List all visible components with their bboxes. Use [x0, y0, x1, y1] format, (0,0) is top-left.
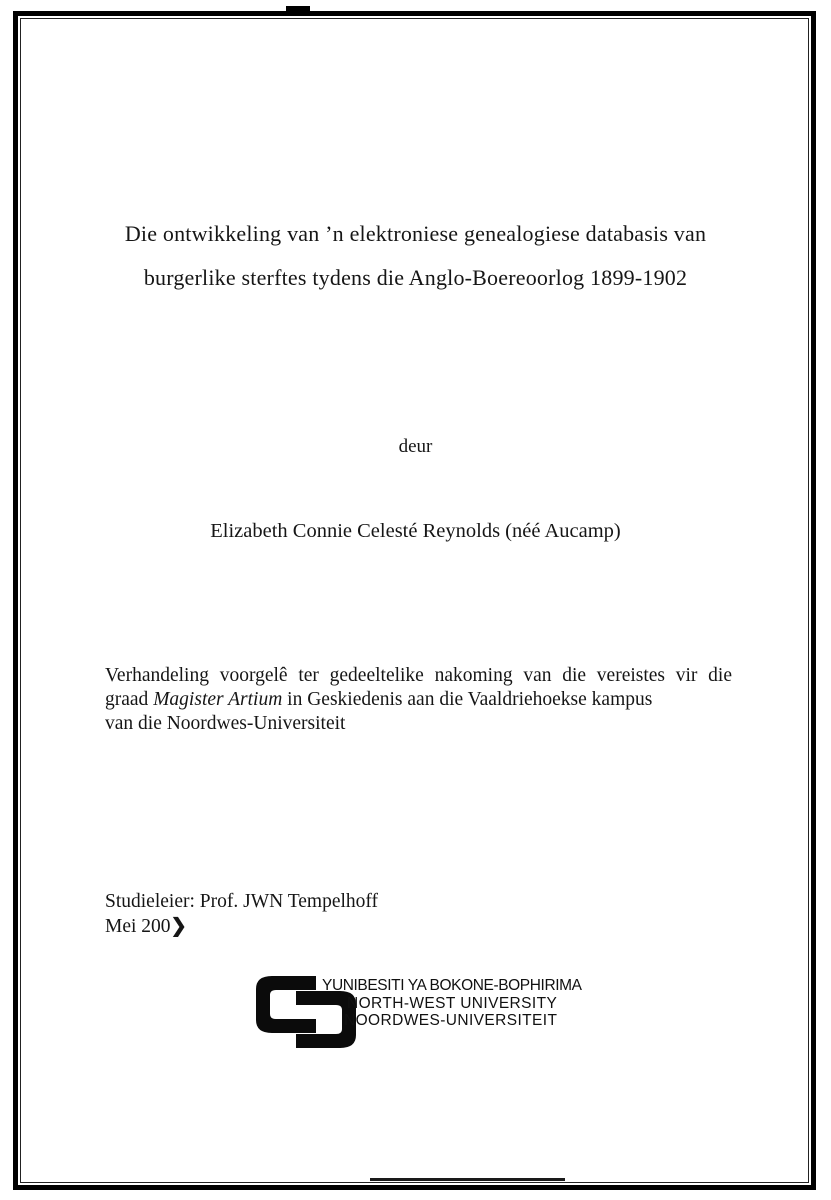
date-line: [105, 914, 378, 939]
byline: deur: [398, 436, 433, 457]
date-seven-glyph: ❯: [170, 916, 186, 937]
statement-line-2-post: in Geskiedenis aan die Vaaldriehoekse kampus: [282, 689, 653, 710]
scan-artifact: [370, 1178, 565, 1181]
statement-degree-name: Magister Artium: [153, 689, 283, 710]
statement-line-1: Verhandeling voorgelê ter gedeeltelike nakoming van die vereistes vir die: [105, 665, 732, 686]
statement-line-3: van die Noordwes-Universiteit: [105, 713, 346, 734]
statement-line-2-pre: graad: [105, 689, 154, 710]
page-title: [60, 212, 771, 300]
date-prefix: Mei 200: [105, 916, 171, 937]
title-line-2: burgerlike sterftes tydens die Anglo-Boereoorlog 1899-1902: [143, 265, 688, 290]
supervisor-line: Studieleier: Prof. JWN Tempelhoff: [105, 891, 379, 912]
logo-text-afrikaans: NOORDWES-UNIVERSITEIT: [344, 1012, 558, 1029]
logo-text-setswana: YUNIBESITI YA BOKONE-BOPHIRIMA: [322, 977, 582, 994]
degree-statement: [105, 664, 732, 736]
statement-line-2: [105, 688, 732, 712]
university-logo: [256, 974, 586, 1054]
university-logo-text: [322, 977, 582, 1030]
author-name: Elizabeth Connie Celesté Reynolds (néé Aucamp): [210, 520, 621, 542]
supervisor-block: [105, 889, 378, 939]
logo-text-english: NORTH-WEST UNIVERSITY: [347, 994, 558, 1012]
title-line-1: Die ontwikkeling van ’n elektroniese genealogiese databasis van: [124, 221, 707, 246]
scan-artifact: [286, 6, 310, 14]
